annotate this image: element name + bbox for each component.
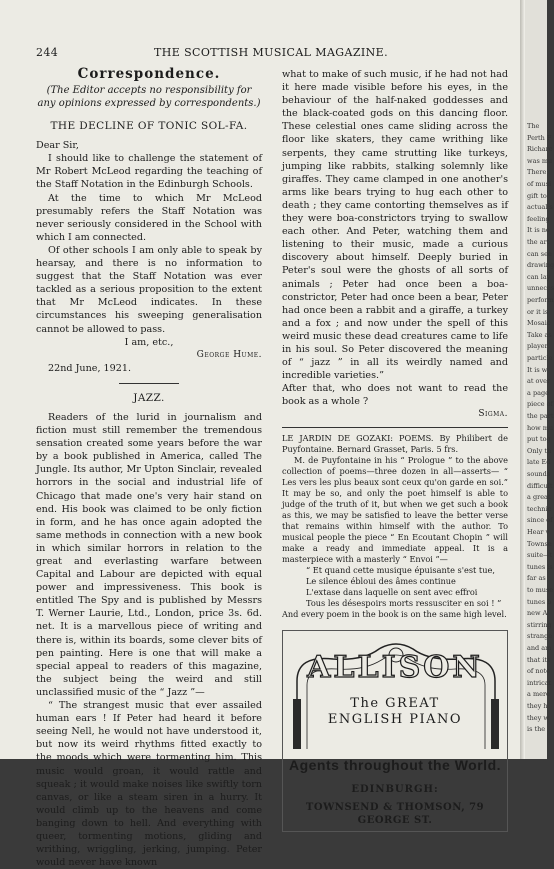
margin-fragment: they h: [527, 702, 548, 710]
left-column: [36, 68, 262, 869]
margin-fragment: suite—t: [527, 551, 553, 560]
advert-tagline-1: The GREAT: [350, 695, 440, 711]
margin-fragment: tunes b: [527, 597, 552, 606]
margin-fragment: can see: [527, 249, 552, 258]
margin-fragment: the part: [527, 412, 554, 420]
margin-fragment: that its: [527, 655, 551, 664]
margin-fragment: It is w: [527, 365, 548, 374]
letter-paragraph: I should like to challenge the statement of Mr Robert McLeod regarding the teaching of the Staff Notation in the Edinburgh Schools.: [36, 153, 262, 191]
margin-fragment: was mu: [527, 156, 553, 165]
margin-fragment: stirring: [527, 620, 552, 629]
review-closing: And every poem in the book is on the same high level.: [282, 608, 507, 619]
letter-date: 22nd June, 1921.: [48, 362, 132, 374]
margin-fragment: or it is: [527, 307, 549, 316]
margin-fragment: particle: [527, 354, 553, 362]
margin-fragment: to muse: [527, 586, 554, 594]
page-number: 244: [36, 46, 59, 59]
salutation: Dear Sir,: [36, 140, 79, 152]
jazz-quote: “ The strangest music that ever assailed human ears ! If Peter had heard it before seeing Nell, he would not have understood it, but now its weird rhythms fitted exactly to the moods which were tormenting him. This music would groan, it would rattle and squeak ; it would make noises like swiftly torn canvas, or like a steam siren in a hurry. It would climb up to the heavens and come banging down to hell. And everything with queer, tormenting motions, gliding and writhing, wriggling, jerking, jumping. Peter would never have known: [36, 700, 262, 869]
margin-fragment: Richarc: [527, 145, 553, 154]
margin-fragment: technic: [527, 504, 552, 513]
advert-city: EDINBURGH:: [351, 783, 439, 795]
margin-fragment: of musi: [527, 180, 552, 188]
margin-fragment: There: [527, 168, 547, 177]
margin-fragment: intricat: [527, 678, 552, 687]
letter-paragraph: At the time to which Mr McLeod presumably refers the Staff Notation was never seriously considered in the School with which I am connected.: [36, 192, 262, 243]
margin-fragment: perform: [527, 296, 554, 304]
poem-line: Le silence ébloui des âmes continue: [306, 575, 456, 586]
margin-fragment: put tog: [527, 435, 551, 444]
review-intro: LE JARDIN DE GOZAKI: POEMS. By Philibert de Puyfontaine. Bernard Grasset, Paris. 5 frs.: [282, 432, 508, 454]
margin-fragment: actual s: [527, 203, 553, 212]
margin-fragment: The: [527, 122, 540, 130]
poem-line: Tous les désespoirs morts ressusciter en soi ! ”: [306, 597, 502, 608]
margin-fragment: at over: [527, 377, 551, 386]
margin-fragment: difficult: [527, 481, 553, 490]
margin-fragment: gift to: [527, 191, 547, 200]
letter-signature: George Hume.: [196, 349, 262, 360]
margin-fragment: Perth F: [527, 133, 552, 142]
margin-fragment: Only th: [527, 446, 552, 455]
margin-fragment: sounds: [527, 470, 551, 478]
jazz-paragraph: Readers of the lurid in journalism and fiction must still remember the tremendous sensation created some years before the war by a book published in America, called The Jungle. Its author, Mr Upton Sinclair, revealed horrors in the social and industrial life of Chicago that made one's very hair stand on end. His book was claimed to be only fiction in form, and he has once again adopted the same methods in connection with a new book in which similar horrors in relation to the great and everlasting warfare between Capital and Labour are depicted with equal power and impressiveness. This book is entitled The Spy and is published by Messrs T. Werner Laurie, Ltd., London, price 3s. 6d. net. It is a marvellous piece of writing and there is, within its boards, some clever bits of pen painting. Here is one that will make a special appeal to readers of this magazine, the subject being the weird and still unclassified music of the “ Jazz ”—: [36, 411, 262, 698]
margin-fragment: the art: [527, 238, 550, 246]
jazz-signature: Sigma.: [478, 409, 508, 420]
margin-fragment: It is no: [527, 226, 550, 235]
margin-fragment: late Ed: [527, 458, 551, 467]
margin-fragment: player: [527, 342, 548, 351]
margin-fragment: strange: [527, 632, 553, 641]
margin-fragment: feeling: [527, 214, 550, 223]
allison-piano-advert: [282, 630, 508, 832]
margin-fragment: new A: [527, 609, 548, 618]
correspondence-title: Correspondence.: [77, 66, 221, 82]
margin-fragment: a mere: [527, 690, 550, 699]
letter-paragraph: Of other schools I am only able to speak by hearsay, and there is no information to suggest that the Staff Notation was ever tackled as a serious proposition to the extent that Mr McLeod indicates. In these circumstances his sweeping generalisation cannot be allowed to pass.: [36, 244, 262, 335]
letter-heading: THE DECLINE OF TONIC SOL-FA.: [50, 120, 248, 133]
advert-address: TOWNSEND & THOMSON, 79 GEORGE ST.: [305, 801, 485, 826]
jazz-closing-question: After that, who does not want to read the book as a whole ?: [282, 383, 508, 408]
section-divider: [119, 383, 179, 384]
margin-fragment: they w: [527, 713, 549, 722]
margin-fragment: since of: [527, 516, 553, 525]
editor-disclaimer: (The Editor accepts no responsibility for any opinions expressed by correspondents.): [37, 85, 261, 109]
right-column: [282, 68, 508, 832]
margin-fragment: can lay: [527, 272, 551, 281]
margin-fragment: is the: [527, 725, 546, 734]
margin-fragment: piece of: [527, 400, 553, 409]
margin-fragment: how mu: [527, 423, 554, 432]
margin-fragment: tunes is: [527, 562, 553, 571]
letter-closing: I am, etc.,: [124, 336, 174, 348]
margin-fragment: a page: [527, 388, 549, 397]
advert-brand: ALLISON: [307, 649, 483, 685]
margin-fragment: a great: [527, 493, 551, 502]
margin-fragment: of note: [527, 667, 550, 676]
margin-fragment: Hear v: [527, 528, 550, 536]
margin-fragment: Take as: [527, 330, 552, 339]
jazz-quote-continued: what to make of such music, if he had not had it here made visible before his eyes, in the behaviour of the half-naked goddesses and the black-coated gods on this dancing floor. These celestial ones came sliding across the floor like skaters, they came writhing like serpents, they came strutting like turkeys, jumping like rabbits, stalking solemnly like giraffes. They came clamped in one another's arms like bears trying to hug each other to death ; they came contorting themselves as if they were boa-constrictors trying to swallow each other. And Peter, watching them and listening to their music, made a curious discovery about himself. Deeply buried in Peter's soul were the ghosts of all sorts of animals ; Peter had once been a boa-constrictor, Peter had once been a bear, Peter had once been a rabbit and a giraffe, a turkey and a fox ; and now under the spell of this weird music these dead creatures came to life in his soul. So Peter discovered the meaning of “ jazz ” in all its weirdly named and incredible varieties.”: [282, 69, 508, 382]
margin-fragment: drawing: [527, 261, 554, 270]
advert-tagline-2: ENGLISH PIANO: [327, 711, 463, 727]
magazine-title: THE SCOTTISH MUSICAL MAGAZINE.: [154, 46, 388, 59]
margin-fragment: far as: [527, 574, 546, 583]
margin-fragment: unneces: [527, 284, 554, 293]
section-divider: [282, 427, 508, 428]
next-page-edge: [525, 0, 554, 759]
poem-line: L'extase dans laquelle on sent avec effroi: [306, 586, 478, 597]
jazz-heading: JAZZ.: [133, 391, 165, 404]
advert-agents: Agents throughout the World.: [288, 756, 502, 773]
margin-fragment: Mosaic: [527, 319, 551, 328]
margin-fragment: and am: [527, 644, 552, 652]
review-body: M. de Puyfontaine in his “ Prologue ” to the above collection of poems—three dozen in all—asserts— “ Les vers les plus beaux sont ceux qu'on garde en soi.” It may be so, and only the poet himself is able to judge of the truth of it, but when we get such a book as this, we may be satisfied to leave the better verse that remains within himself with the author. To musical people the piece “ En Ecoutant Chopin ” will make a ready and immediate appeal. It is a masterpiece with a masterly “ Envoi ”—: [282, 454, 508, 564]
margin-fragment: Townse: [527, 539, 552, 548]
poem-line: “ Et quand cette musique épuisante s'est tue,: [306, 564, 495, 575]
